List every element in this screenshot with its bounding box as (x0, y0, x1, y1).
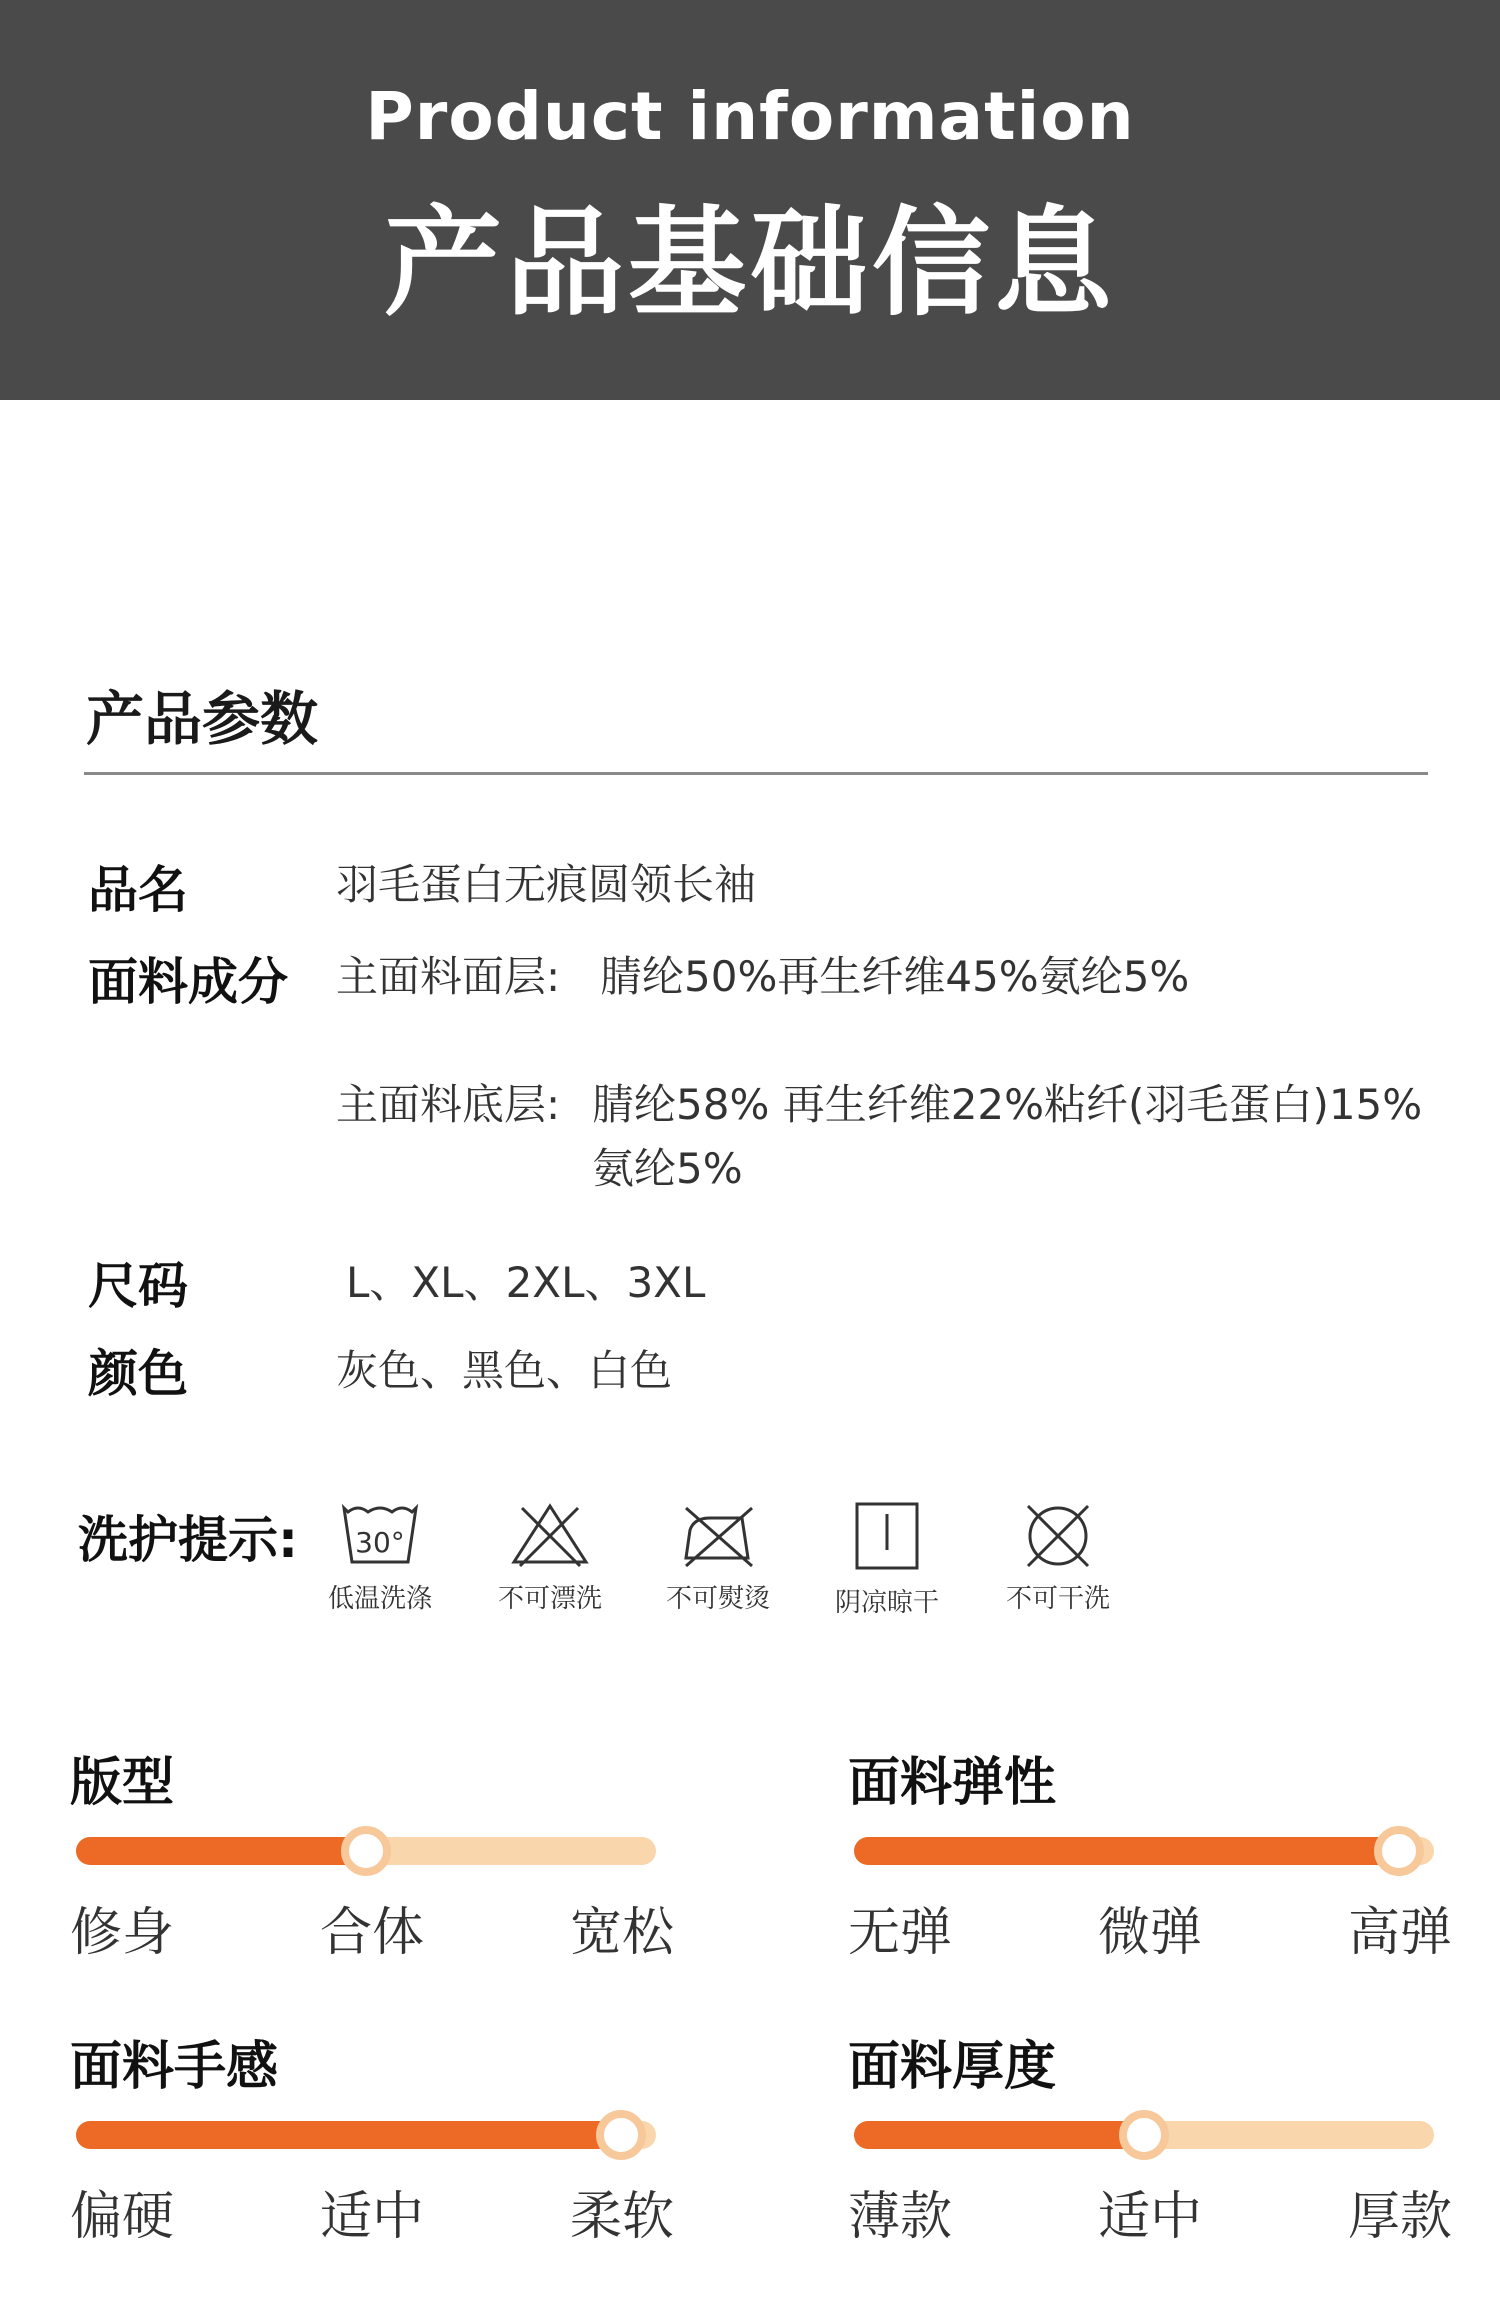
rating-tick-high: 高弹 (1348, 1903, 1453, 1963)
header-banner (0, 0, 1500, 400)
name-label: 品名 (88, 861, 188, 919)
rating-tick-low: 薄款 (848, 2187, 953, 2247)
rating-tick-high: 厚款 (1348, 2187, 1453, 2247)
fabric-bottom-value-line1: 腈纶58% 再生纤维22%粘纤(羽毛蛋白)15% (592, 1080, 1423, 1129)
care-item-no-bleach (475, 1500, 625, 1615)
rating-knob[interactable] (341, 1826, 391, 1876)
rating-fill (76, 2121, 621, 2149)
rating-tick-high: 宽松 (570, 1903, 675, 1963)
care-label-wash: 低温洗涤 (327, 1584, 432, 1614)
rating-tick-low: 修身 (70, 1903, 175, 1963)
care-label-no-bleach: 不可漂洗 (497, 1584, 602, 1614)
rating-track (854, 2121, 1434, 2149)
color-label: 颜色 (88, 1345, 188, 1403)
size-value: L、XL、2XL、3XL (346, 1258, 706, 1307)
header-title-zh: 产品基础信息 (383, 194, 1116, 332)
rating-tick-low: 偏硬 (70, 2187, 175, 2247)
care-item-no-dry-clean (983, 1500, 1133, 1615)
care-label-no-dry-clean: 不可干洗 (1005, 1584, 1110, 1614)
rating-tick-mid: 合体 (320, 1903, 425, 1963)
fabric-bottom-label: 主面料底层: (336, 1080, 561, 1129)
rating-track (76, 2121, 656, 2149)
rating-title: 面料弹性 (848, 1753, 1057, 1813)
rating-title: 面料厚度 (848, 2037, 1057, 2097)
rating-tick-mid: 适中 (320, 2187, 425, 2247)
params-title: 产品参数 (86, 685, 319, 753)
rating-track (854, 1837, 1434, 1865)
rating-fill (76, 1837, 366, 1865)
care-label-line-dry: 阴凉晾干 (834, 1588, 939, 1618)
size-label: 尺码 (88, 1257, 188, 1315)
name-value: 羽毛蛋白无痕圆领长袖 (336, 860, 757, 909)
rating-tick-mid: 适中 (1098, 2187, 1203, 2247)
params-divider (84, 772, 1428, 775)
fabric-top-label: 主面料面层: (336, 952, 561, 1001)
rating-track (76, 1837, 656, 1865)
rating-fill (854, 1837, 1399, 1865)
no-iron-icon (676, 1500, 760, 1570)
rating-tick-low: 无弹 (848, 1903, 953, 1963)
rating-fill (854, 2121, 1144, 2149)
fabric-top-value: 腈纶50%再生纤维45%氨纶5% (600, 952, 1190, 1001)
rating-knob[interactable] (596, 2110, 646, 2160)
care-label-no-iron: 不可熨烫 (665, 1584, 770, 1614)
rating-knob[interactable] (1119, 2110, 1169, 2160)
rating-title: 版型 (70, 1753, 175, 1813)
rating-tick-high: 柔软 (570, 2187, 675, 2247)
care-item-wash-30 (305, 1500, 455, 1615)
color-value: 灰色、黑色、白色 (336, 1346, 673, 1395)
fabric-bottom-value-line2: 氨纶5% (592, 1144, 743, 1193)
care-item-line-dry (812, 1500, 962, 1619)
no-dry-clean-icon (1016, 1500, 1100, 1570)
wash-temp-text: 30° (355, 1526, 405, 1559)
rating-tick-mid: 微弹 (1098, 1903, 1203, 1963)
wash-30-icon (338, 1500, 422, 1570)
header-title-en: Product information (365, 78, 1135, 155)
fabric-label: 面料成分 (88, 953, 288, 1011)
no-bleach-icon (508, 1500, 592, 1570)
rating-knob[interactable] (1374, 1826, 1424, 1876)
rating-title: 面料手感 (70, 2037, 279, 2097)
care-title: 洗护提示: (78, 1511, 298, 1569)
line-dry-shade-icon (845, 1500, 929, 1574)
care-item-no-iron (643, 1500, 793, 1615)
